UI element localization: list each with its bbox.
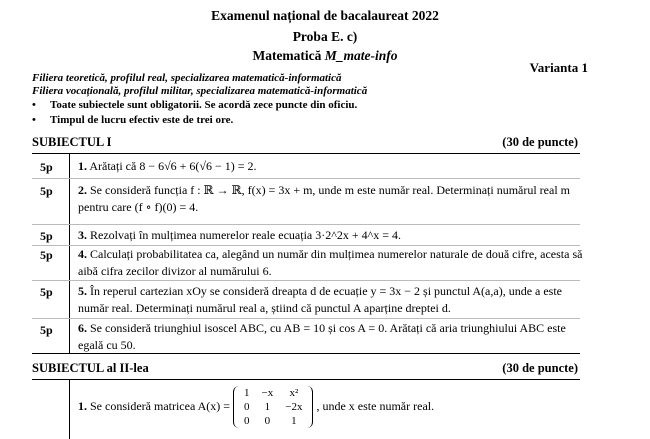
- item-3: 3. Rezolvați în mulțimea numerelor reale ecuația 3·2^2x + 4^x = 4.: [78, 228, 402, 242]
- section-1-top-rule: [32, 153, 580, 154]
- rule-2: • Timpul de lucru efectiv este de trei ore.: [32, 114, 234, 126]
- filiera-1: Filiera teoretică, profilul real, specializarea matematică-informatică: [32, 72, 342, 84]
- item-s2-1: 1. Se consideră matricea A(x) = 1 −x x² 0 1 −2x 0 0 1 , unde x este număr real.: [78, 387, 435, 427]
- item-separator: [32, 224, 580, 225]
- item-points: 5p: [40, 285, 53, 299]
- section-2-header: SUBIECTUL al II-lea (30 de puncte): [32, 361, 578, 375]
- section-1-header: SUBIECTUL I (30 de puncte): [32, 135, 578, 149]
- exam-title: Examenul național de bacalaureat 2022: [211, 8, 439, 23]
- points-column-divider: [69, 153, 70, 353]
- item-separator: [32, 178, 580, 179]
- item-separator: [32, 280, 580, 281]
- item-4: 4. Calculați probabilitatea ca, alegând un număr din mulțimea numerelor naturale de două cifre, acesta să aibă cifra zecilor divizor al numărului 6.: [78, 247, 583, 278]
- rule-1: • Toate subiectele sunt obligatorii. Se acordă zece puncte din oficiu.: [32, 99, 358, 111]
- bullet-icon: •: [32, 114, 36, 126]
- variant-label: Varianta 1: [529, 60, 588, 75]
- section-2-top-rule: [32, 379, 580, 380]
- item-2: 2. Se consideră funcția f : ℝ → ℝ, f(x) = 3x + m, unde m este număr real. Determinați numărul real m pentru care (f ∘ f)(0) = 4.: [78, 183, 570, 214]
- item-points: 5p: [40, 248, 53, 262]
- item-points: 5p: [40, 160, 53, 174]
- item-points: 5p: [40, 229, 53, 243]
- filiera-2: Filiera vocațională, profilul militar, specializarea matematică-informatică: [32, 85, 368, 97]
- exam-subject: Matematică M_mate-info: [252, 48, 398, 63]
- item-6: 6. Se consideră triunghiul isoscel ABC, cu AB = 10 și cos A = 0. Arătați că aria triunghiului ABC este egală cu 50.: [78, 321, 566, 352]
- item-points: 5p: [40, 323, 53, 337]
- item-points: 5p: [40, 184, 53, 198]
- bullet-icon: •: [32, 99, 36, 111]
- points-column-divider: [69, 379, 70, 439]
- matrix: 1 −x x² 0 1 −2x 0 0 1: [233, 386, 313, 428]
- exam-test: Proba E. c): [292, 29, 358, 44]
- item-1: 1. Arătați că 8 − 6√6 + 6(√6 − 1) = 2.: [78, 159, 257, 173]
- item-separator: [32, 318, 580, 319]
- item-5: 5. În reperul cartezian xOy se consideră dreapta d de ecuație y = 3x − 2 și punctul A(a,a), unde a este număr real. Determinați numărul real a, știind că punctul A aparține dreptei d.: [78, 284, 563, 315]
